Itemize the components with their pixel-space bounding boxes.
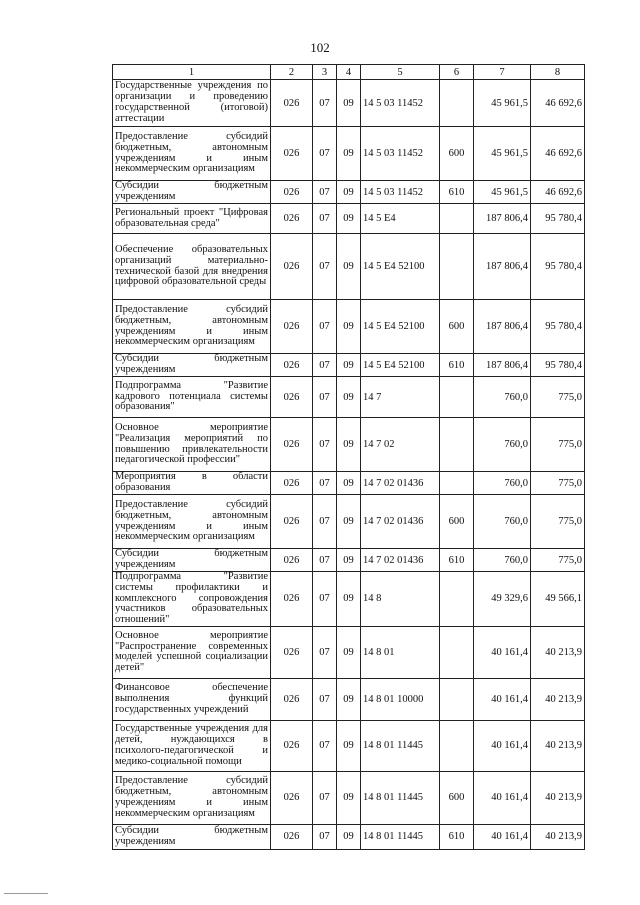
pr-cell: 09 [337,678,361,720]
row-name-cell: Основное мероприятие "Распространение современных моделей успешной социализации детей" [113,626,271,678]
rz-cell: 07 [313,204,337,234]
sum-year1-cell: 187 806,4 [474,300,531,354]
budget-table [112,64,585,850]
column-header-7: 7 [474,65,531,80]
vr-cell [440,80,474,127]
sum-year1-cell: 760,0 [474,495,531,549]
vr-cell [440,377,474,418]
table-row [113,549,585,572]
pr-cell: 09 [337,495,361,549]
sum-year2-cell: 40 213,9 [531,771,585,824]
csr-cell: 14 8 [361,572,440,627]
pr-cell: 09 [337,354,361,377]
pr-cell: 09 [337,80,361,127]
csr-cell: 14 8 01 11445 [361,720,440,771]
pr-cell: 09 [337,127,361,181]
row-name-cell: Региональный проект "Цифровая образовательная среда" [113,204,271,234]
csr-cell: 14 5 E4 52100 [361,354,440,377]
vr-cell: 610 [440,181,474,204]
csr-cell: 14 7 02 01436 [361,549,440,572]
table-row [113,127,585,181]
sum-year2-cell: 49 566,1 [531,572,585,627]
table-row [113,418,585,472]
row-name-cell: Субсидии бюджетным учреждениям [113,549,271,572]
rz-cell: 07 [313,300,337,354]
rz-cell: 07 [313,354,337,377]
sum-year2-cell: 40 213,9 [531,678,585,720]
column-header-1: 1 [113,65,271,80]
sum-year2-cell: 95 780,4 [531,300,585,354]
pr-cell: 09 [337,549,361,572]
csr-cell: 14 5 03 11452 [361,127,440,181]
table-row [113,678,585,720]
sum-year1-cell: 49 329,6 [474,572,531,627]
vr-cell: 600 [440,495,474,549]
sum-year1-cell: 187 806,4 [474,354,531,377]
rz-cell: 07 [313,472,337,495]
sum-year2-cell: 46 692,6 [531,127,585,181]
csr-cell: 14 5 E4 52100 [361,300,440,354]
row-name-cell: Предоставление субсидий бюджетным, автономным учреждениям и иным некоммерческим организациям [113,300,271,354]
table-row [113,234,585,300]
vr-cell [440,418,474,472]
sum-year2-cell: 95 780,4 [531,354,585,377]
rz-cell: 07 [313,495,337,549]
row-name-cell: Предоставление субсидий бюджетным, автономным учреждениям и иным некоммерческим организациям [113,127,271,181]
pr-cell: 09 [337,771,361,824]
ved-cell: 026 [271,234,313,300]
ved-cell: 026 [271,678,313,720]
sum-year1-cell: 760,0 [474,472,531,495]
csr-cell: 14 8 01 11445 [361,824,440,849]
csr-cell: 14 7 02 01436 [361,472,440,495]
ved-cell: 026 [271,626,313,678]
column-header-4: 4 [337,65,361,80]
rz-cell: 07 [313,234,337,300]
sum-year2-cell: 46 692,6 [531,181,585,204]
vr-cell: 610 [440,824,474,849]
vr-cell: 600 [440,300,474,354]
pr-cell: 09 [337,626,361,678]
ved-cell: 026 [271,418,313,472]
table-row [113,720,585,771]
row-name-cell: Субсидии бюджетным учреждениям [113,181,271,204]
footer-mark [4,893,48,894]
table-row [113,771,585,824]
ved-cell: 026 [271,771,313,824]
vr-cell: 610 [440,549,474,572]
sum-year2-cell: 95 780,4 [531,204,585,234]
vr-cell [440,204,474,234]
table-row [113,354,585,377]
sum-year1-cell: 40 161,4 [474,678,531,720]
pr-cell: 09 [337,824,361,849]
table-row [113,181,585,204]
csr-cell: 14 5 03 11452 [361,80,440,127]
sum-year1-cell: 187 806,4 [474,234,531,300]
ved-cell: 026 [271,572,313,627]
row-name-cell: Субсидии бюджетным учреждениям [113,354,271,377]
sum-year1-cell: 760,0 [474,549,531,572]
sum-year2-cell: 775,0 [531,549,585,572]
header-row [113,65,585,80]
vr-cell: 610 [440,354,474,377]
table-row [113,495,585,549]
vr-cell: 600 [440,771,474,824]
table-row [113,80,585,127]
csr-cell: 14 5 E4 52100 [361,234,440,300]
sum-year2-cell: 40 213,9 [531,626,585,678]
rz-cell: 07 [313,678,337,720]
ved-cell: 026 [271,181,313,204]
pr-cell: 09 [337,204,361,234]
ved-cell: 026 [271,300,313,354]
column-header-8: 8 [531,65,585,80]
table-row [113,204,585,234]
sum-year1-cell: 40 161,4 [474,720,531,771]
column-header-3: 3 [313,65,337,80]
sum-year2-cell: 775,0 [531,472,585,495]
rz-cell: 07 [313,549,337,572]
table-row [113,300,585,354]
sum-year1-cell: 45 961,5 [474,181,531,204]
rz-cell: 07 [313,80,337,127]
row-name-cell: Субсидии бюджетным учреждениям [113,824,271,849]
ved-cell: 026 [271,495,313,549]
sum-year2-cell: 775,0 [531,495,585,549]
pr-cell: 09 [337,377,361,418]
csr-cell: 14 8 01 [361,626,440,678]
sum-year1-cell: 40 161,4 [474,824,531,849]
table-row [113,626,585,678]
vr-cell [440,572,474,627]
page-number: 102 [310,40,330,55]
row-name-cell: Подпрограмма "Развитие кадрового потенциала системы образования" [113,377,271,418]
pr-cell: 09 [337,472,361,495]
sum-year1-cell: 760,0 [474,377,531,418]
pr-cell: 09 [337,234,361,300]
ved-cell: 026 [271,127,313,181]
table-body [113,80,585,850]
csr-cell: 14 7 02 01436 [361,495,440,549]
ved-cell: 026 [271,824,313,849]
sum-year1-cell: 45 961,5 [474,127,531,181]
sum-year1-cell: 187 806,4 [474,204,531,234]
ved-cell: 026 [271,80,313,127]
vr-cell [440,234,474,300]
ved-cell: 026 [271,204,313,234]
csr-cell: 14 8 01 10000 [361,678,440,720]
rz-cell: 07 [313,377,337,418]
sum-year1-cell: 40 161,4 [474,771,531,824]
vr-cell [440,626,474,678]
rz-cell: 07 [313,771,337,824]
row-name-cell: Подпрограмма "Развитие системы профилактики и комплексного сопровождения участников образовательных отношений" [113,572,271,627]
sum-year1-cell: 760,0 [474,418,531,472]
row-name-cell: Мероприятия в области образования [113,472,271,495]
ved-cell: 026 [271,720,313,771]
csr-cell: 14 8 01 11445 [361,771,440,824]
csr-cell: 14 7 02 [361,418,440,472]
table-row [113,572,585,627]
sum-year1-cell: 40 161,4 [474,626,531,678]
sum-year1-cell: 45 961,5 [474,80,531,127]
rz-cell: 07 [313,572,337,627]
sum-year2-cell: 46 692,6 [531,80,585,127]
row-name-cell: Обеспечение образовательных организаций материально-технической базой для внедрения цифровой образовательной среды [113,234,271,300]
vr-cell: 600 [440,127,474,181]
vr-cell [440,472,474,495]
rz-cell: 07 [313,418,337,472]
column-header-2: 2 [271,65,313,80]
ved-cell: 026 [271,354,313,377]
rz-cell: 07 [313,824,337,849]
row-name-cell: Финансовое обеспечение выполнения функций государственных учреждений [113,678,271,720]
pr-cell: 09 [337,181,361,204]
rz-cell: 07 [313,181,337,204]
ved-cell: 026 [271,549,313,572]
table-row [113,824,585,849]
csr-cell: 14 7 [361,377,440,418]
table-row [113,472,585,495]
ved-cell: 026 [271,377,313,418]
pr-cell: 09 [337,720,361,771]
column-header-5: 5 [361,65,440,80]
column-header-6: 6 [440,65,474,80]
rz-cell: 07 [313,127,337,181]
pr-cell: 09 [337,572,361,627]
row-name-cell: Предоставление субсидий бюджетным, автономным учреждениям и иным некоммерческим организациям [113,495,271,549]
ved-cell: 026 [271,472,313,495]
csr-cell: 14 5 E4 [361,204,440,234]
csr-cell: 14 5 03 11452 [361,181,440,204]
sum-year2-cell: 40 213,9 [531,824,585,849]
pr-cell: 09 [337,300,361,354]
row-name-cell: Предоставление субсидий бюджетным, автономным учреждениям и иным некоммерческим организациям [113,771,271,824]
rz-cell: 07 [313,720,337,771]
sum-year2-cell: 40 213,9 [531,720,585,771]
table-header [113,65,585,80]
row-name-cell: Государственные учреждения по организации и проведению государственной (итоговой) аттестации [113,80,271,127]
row-name-cell: Государственные учреждения для детей, нуждающихся в психолого-педагогической и медико-социальной помощи [113,720,271,771]
vr-cell [440,678,474,720]
row-name-cell: Основное мероприятие "Реализация мероприятий по повышению привлекательности педагогической профессии" [113,418,271,472]
sum-year2-cell: 95 780,4 [531,234,585,300]
pr-cell: 09 [337,418,361,472]
rz-cell: 07 [313,626,337,678]
sum-year2-cell: 775,0 [531,418,585,472]
table-row [113,377,585,418]
vr-cell [440,720,474,771]
sum-year2-cell: 775,0 [531,377,585,418]
